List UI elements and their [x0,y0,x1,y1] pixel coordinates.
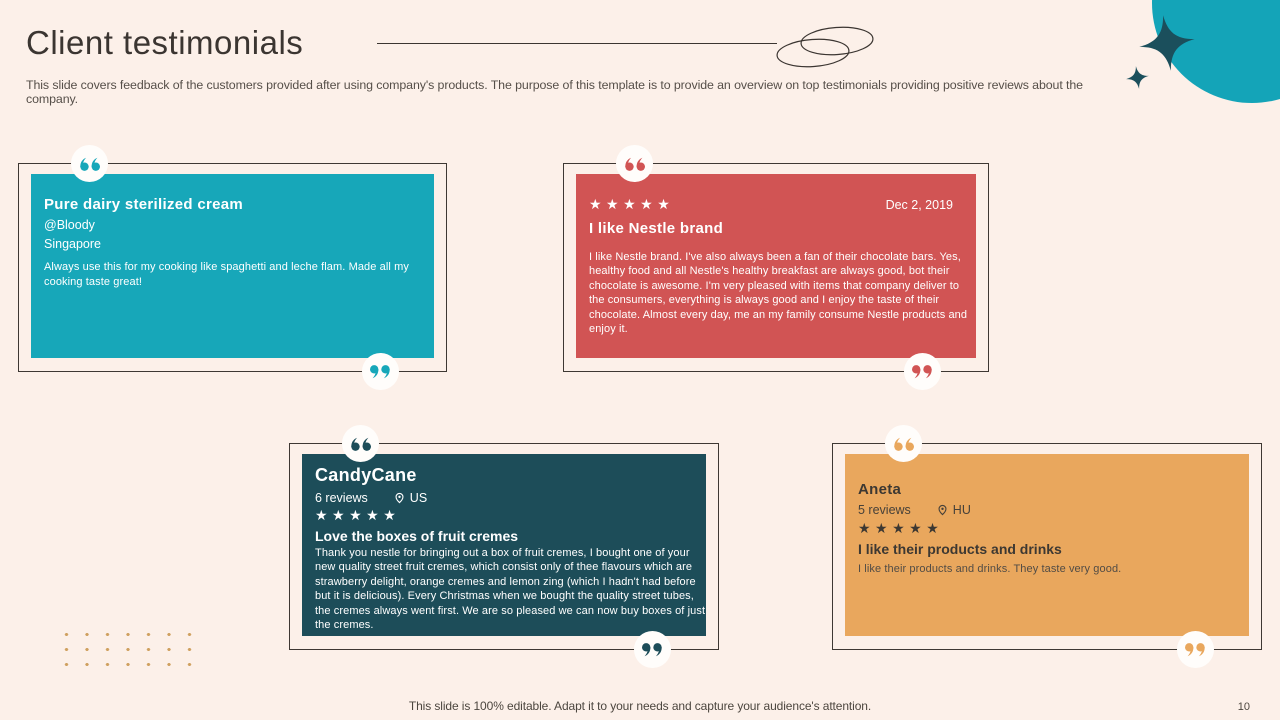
close-quote-icon [634,631,671,668]
review-date: Dec 2, 2019 [885,198,953,213]
page-title: Client testimonials [26,24,304,61]
testimonial-card-pure-dairy [18,163,447,372]
open-quote-icon [71,145,108,182]
star-rating: ★★★★★ [315,508,401,524]
review-count: 6 reviews [315,491,368,505]
close-quote-icon [1177,631,1214,668]
review-headline: I like their products and drinks [858,540,1062,557]
location-pin-icon [937,503,948,517]
reviewer-country: US [409,491,428,505]
page-subtitle: This slide covers feedback of the customers provided after using company's products. The purpose of this template is to provide an overview on top testimonials providing positive reviews about the company. [26,78,1083,106]
testimonial-location: Singapore [44,237,101,251]
reviewer-country: HU [952,503,971,517]
close-quote-icon [362,353,399,390]
review-count: 5 reviews [858,503,911,517]
review-headline: Love the boxes of fruit cremes [315,527,519,544]
location-pin-icon [394,491,405,505]
testimonial-title: I like Nestle brand [589,219,724,237]
testimonial-card-candycane [289,443,719,650]
ellipse-decoration [768,22,890,76]
testimonial-body: I like their products and drinks. They taste very good. [858,562,1122,575]
reviewer-name: CandyCane [315,465,417,485]
testimonial-title: Pure dairy sterilized cream [44,196,244,213]
close-quote-icon [904,353,941,390]
testimonial-handle: @Bloody [44,218,95,232]
page-number: 10 [1237,701,1250,713]
reviewer-name: Aneta [858,481,902,498]
testimonial-body: Always use this for my cooking like spaghetti and leche flam. Made all my cooking taste great! [44,261,409,288]
star-rating: ★★★★★ [858,521,944,537]
open-quote-icon [885,425,922,462]
star-rating: ★★★★★ [589,197,675,213]
open-quote-icon [616,145,653,182]
title-rule [377,43,777,44]
sparkle-star-icon [1139,15,1195,71]
footer-note: This slide is 100% editable. Adapt it to your needs and capture your audience's attention. [408,699,872,713]
testimonial-card-nestle [563,163,989,372]
open-quote-icon [342,425,379,462]
dot-grid-decoration [56,627,200,672]
testimonial-body: I like Nestle brand. I've also always been a fan of their chocolate bars. Yes, healthy food and all Nestle's healthy breakfast are always good, bot their chocolate is awesome. I'm very pleased with items that company deliver to the consumers, everything is always good and I enjoy the taste of their chocolate. Almost every day, me an my family consume Nestle products and enjoy it. [589,250,968,336]
sparkle-star-small-icon [1126,66,1149,89]
testimonial-body: Thank you nestle for bringing out a box of fruit cremes, I bought one of your new quality street fruit cremes, which consist only of thee flavours which are strawberry delight, orange cremes and lemon zing (which I hadn't had before but it is delicious). Every Christmas when we bought the quality street tubes, the cremes always went first. We are so pleased we can now buy boxes of just the cremes. [315,546,706,632]
testimonial-card-aneta [832,443,1262,650]
